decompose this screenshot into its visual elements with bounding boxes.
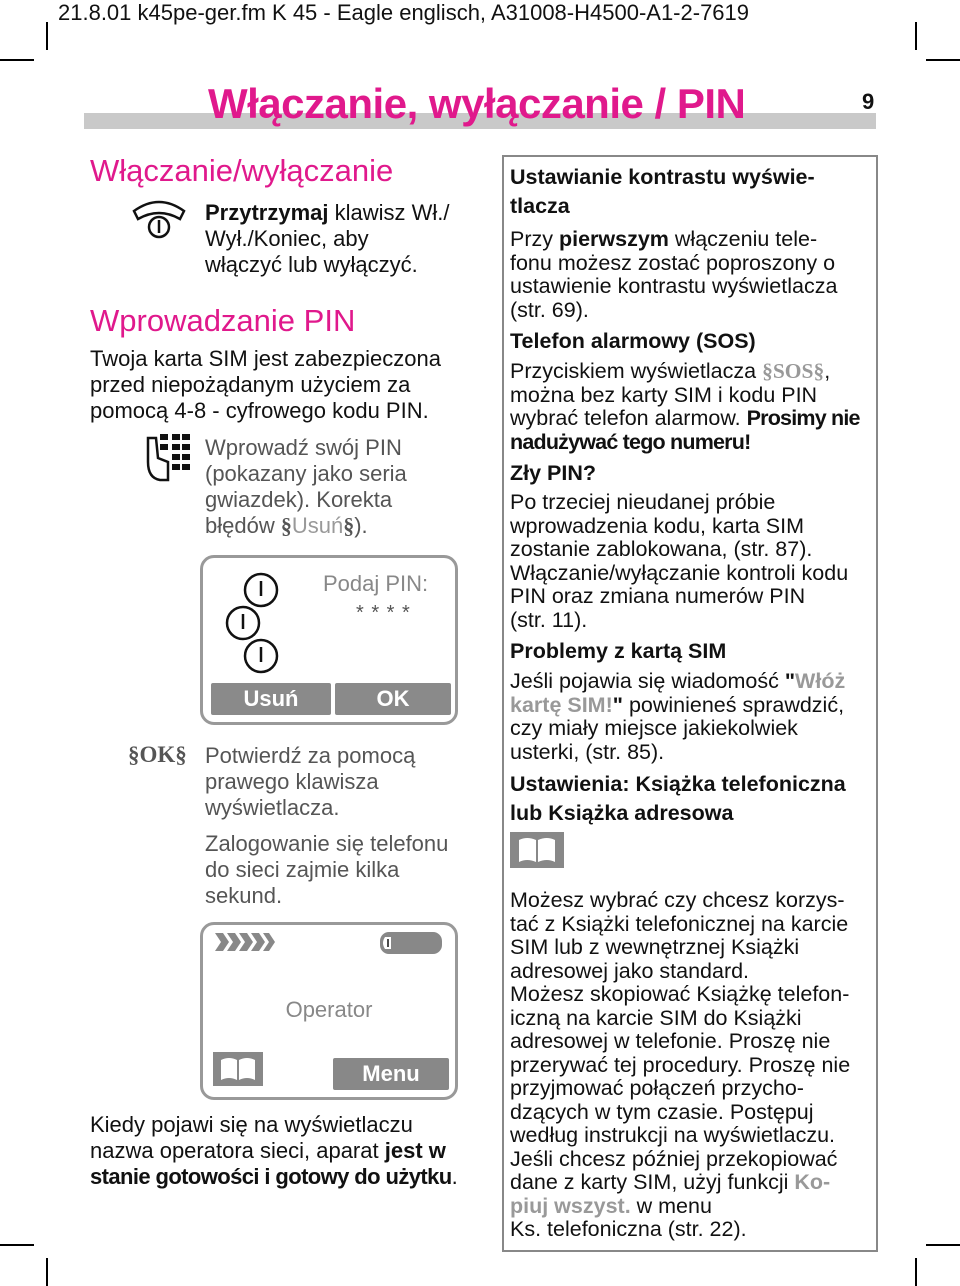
text-line: stanie gotowości i gotowy do użytku [90, 1164, 452, 1189]
text-line: powinieneś sprawdzić, [622, 692, 845, 717]
text-line: " [612, 692, 623, 717]
crop-mark [926, 59, 960, 61]
text-line: przerywać tej procedury. Proszę nie [510, 1052, 851, 1077]
crop-mark [915, 22, 917, 50]
text-line: Wprowadź swój PIN [205, 435, 402, 460]
text-line: Twoja karta SIM jest zabezpieczona [90, 346, 441, 371]
crop-mark [0, 59, 34, 61]
text-line: Włączanie/wyłączanie kontroli kodu [510, 560, 849, 585]
hold-text: Przytrzymaj [205, 200, 329, 225]
text-line: (str. 69). [510, 297, 589, 322]
text-line: Przy [510, 227, 559, 251]
text-line: Zalogowanie się telefonu [205, 831, 449, 856]
text-line: według instrukcji na wyświetlaczu. [510, 1123, 836, 1147]
page-number: 9 [862, 89, 875, 114]
pin-stars: * * * * [356, 602, 411, 624]
text-line: . [451, 1164, 458, 1189]
delete-key-label: Usuń [291, 513, 344, 538]
book-icon[interactable] [213, 1052, 263, 1086]
text-line: Jeśli chcesz później przekopiować [510, 1146, 838, 1171]
text-line: nadużywać tego numeru! [510, 429, 751, 454]
insert-sim-message: kartę SIM! [510, 692, 613, 717]
crop-mark [46, 22, 48, 50]
section-title-pin: Wprowadzanie PIN [90, 303, 356, 338]
softkey-menu[interactable]: Menu [333, 1058, 449, 1090]
sidebar-heading: Zły PIN? [510, 461, 597, 485]
text-line: ustawienie kontrastu wyświetlacza [510, 274, 838, 298]
text-line: prawego klawisza [205, 769, 379, 794]
text-line: wyświetlacza. [205, 795, 340, 820]
text-line: jest w [384, 1138, 446, 1163]
pin-entry-screen [200, 555, 458, 725]
insert-sim-message: Włóż [795, 669, 846, 693]
text-line: Przyciskiem wyświetlacza [510, 359, 763, 383]
text-line: dzących w tym czasie. Postępuj [510, 1099, 814, 1124]
signal-dial-icon [213, 568, 285, 676]
text-line: Prosimy nie [746, 406, 860, 430]
sidebar-heading: Ustawianie kontrastu wyświe- [510, 165, 815, 189]
text-line: sekund. [205, 883, 283, 908]
text-line: w menu [630, 1193, 712, 1218]
text-line: pomocą 4-8 - cyfrowego kodu PIN. [90, 398, 429, 423]
text-line: Po trzeciej nieudanej próbie [510, 490, 776, 514]
sidebar-heading: lub Książka adresowa [510, 801, 734, 825]
sidebar-heading: tlacza [510, 194, 570, 218]
sidebar-heading: Problemy z kartą SIM [510, 639, 727, 663]
text-line: (pokazany jako seria [205, 461, 407, 486]
crop-mark [915, 1258, 917, 1286]
text-line: nazwa operatora sieci, aparat [90, 1138, 385, 1163]
text-line: PIN oraz zmiana numerów PIN [510, 584, 806, 608]
text-line: włączeniu tele- [668, 227, 818, 251]
softkey-ok[interactable]: OK [335, 683, 451, 715]
text-line: pierwszym [558, 227, 669, 251]
text-line: można bez karty SIM i kodu PIN [510, 382, 818, 407]
text-line: adresowej w telefonie. Proszę nie [510, 1029, 831, 1053]
text-line: do sieci zajmie kilka [205, 857, 400, 882]
text-line: adresowej jako standard. [510, 958, 750, 983]
text-line: ). [354, 513, 368, 538]
softkey-delete[interactable]: Usuń [211, 683, 331, 715]
text-line: tać z Książki telefonicznej na karcie [510, 911, 849, 936]
text-line: fonu możesz zostać poproszony o [510, 250, 836, 275]
copy-all-menu-item: Ko- [794, 1170, 831, 1194]
text-line: usterki, (str. 85). [510, 739, 665, 764]
text-line: włączyć lub wyłączyć. [205, 252, 418, 277]
text-line: gwiazdek). Korekta [205, 487, 393, 512]
text-line: klawisz Wł./ [328, 200, 450, 225]
text-line: Jeśli pojawia się wiadomość [510, 669, 785, 693]
text-line: Możesz skopiować Książkę telefon- [510, 982, 850, 1006]
book-icon [510, 832, 564, 868]
sidebar-heading: Ustawienia: Książka telefoniczna [510, 772, 846, 796]
battery-icon [379, 931, 443, 955]
standby-screen [200, 922, 458, 1100]
section-title-onoff: Włączanie/wyłączanie [90, 153, 394, 188]
text-line: zostanie zablokowana, (str. 87). [510, 537, 813, 561]
text-line: przyjmować połączeń przycho- [510, 1076, 804, 1100]
signal-strength-icon [215, 931, 275, 953]
text-line: Potwierdź za pomocą [205, 743, 416, 768]
sidebar-heading: Telefon alarmowy (SOS) [510, 329, 756, 353]
text-line: " [784, 669, 796, 693]
text-line: Ks. telefoniczna (str. 22). [510, 1217, 747, 1241]
phone-end-key-icon [130, 197, 188, 246]
page-title: Włączanie, wyłączanie / PIN [208, 80, 746, 127]
sos-key-label: §SOS§ [762, 359, 825, 383]
text-line: dane z karty SIM, użyj funkcji [510, 1170, 795, 1194]
operator-name: Operator [285, 997, 373, 1022]
text-line: Możesz wybrać czy chcesz korzys- [510, 888, 845, 912]
keypad-hand-icon [142, 432, 190, 489]
text-line: (str. 11). [510, 607, 588, 632]
text-line: Wył./Koniec, aby [205, 226, 369, 251]
text-line: błędów [205, 513, 281, 538]
text-line: przed niepożądanym użyciem za [90, 372, 411, 397]
copy-all-menu-item: piuj wszyst. [510, 1193, 631, 1218]
text-line: czy miały miejsce jakiekolwiek [510, 716, 798, 740]
text-line: Kiedy pojawi się na wyświetlaczu [90, 1112, 413, 1137]
text-line: SIM lub z wewnętrznej Książki [510, 935, 800, 959]
pin-prompt: Podaj PIN: [323, 571, 429, 596]
file-header: 21.8.01 k45pe-ger.fm K 45 - Eagle englisch, A31008-H4500-A1-2-7619 [58, 0, 750, 25]
text-line: wprowadzenia kodu, karta SIM [510, 513, 804, 538]
text-line: iczną na karcie SIM do Książki [510, 1005, 802, 1030]
crop-mark [926, 1244, 960, 1246]
text-line: , [824, 359, 831, 383]
crop-mark [0, 1244, 34, 1246]
crop-mark [46, 1258, 48, 1286]
text-line: wybrać telefon alarmow. [510, 406, 747, 430]
ok-key-label: §OK§ [128, 742, 187, 767]
